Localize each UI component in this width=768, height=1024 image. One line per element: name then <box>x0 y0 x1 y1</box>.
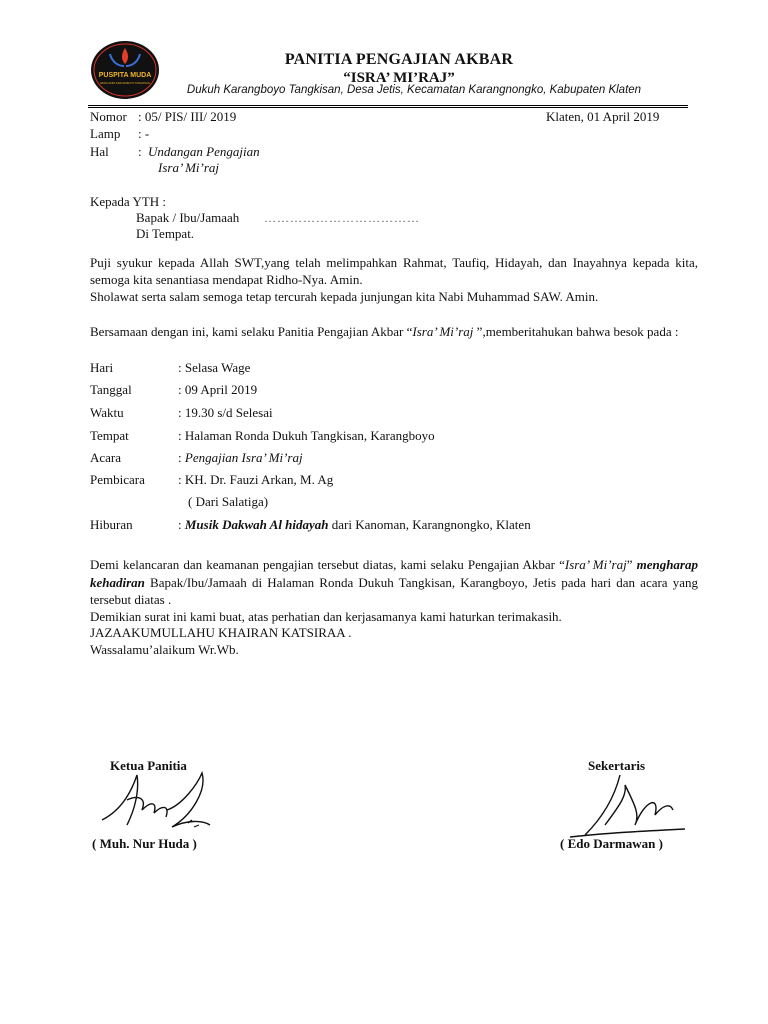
left-signatory-title: Ketua Panitia <box>110 758 187 773</box>
detail-label-pembicara: Pembicara <box>90 472 145 487</box>
logo-text: PUSPITA MUDA <box>98 72 152 79</box>
logo-subtext: MUDA MUDI KARANGBOYO TANGKISAN <box>100 82 150 85</box>
kepada-label: Kepada YTH : <box>90 194 167 209</box>
detail-value-hari: : Selasa Wage <box>178 360 251 375</box>
closing-paragraph-3: JAZAAKUMULLAHU KHAIRAN KATSIRAA . <box>90 625 352 640</box>
detail-value-waktu: : 19.30 s/d Selesai <box>178 405 273 420</box>
detail-value-pembicara: : KH. Dr. Fauzi Arkan, M. Ag <box>178 472 334 487</box>
nomor-value: : 05/ PIS/ III/ 2019 <box>138 109 237 124</box>
detail-value-tanggal: : 09 April 2019 <box>178 382 258 397</box>
closing-paragraph-1: Demi kelancaran dan keamanan pengajian tersebut diatas, kami selaku Pengajian Akbar “Isra’ Mi’raj” mengharap kehadiran Bapak/Ibu/Jamaah di Halaman Ronda Dukuh Tangkisan, Karangboyo, Jetis pada hari dan acara yang tersebut diatas . <box>90 557 698 607</box>
hal-subject-1: Undangan Pengajian <box>148 144 260 159</box>
right-signatory-name: ( Edo Darmawan ) <box>560 836 663 851</box>
detail-value-tempat: : Halaman Ronda Dukuh Tangkisan, Karangboyo <box>178 428 435 443</box>
recipient-place: Di Tempat. <box>136 226 195 241</box>
org-title: PANITIA PENGAJIAN AKBAR <box>284 51 514 68</box>
right-signature-mark <box>565 765 695 845</box>
lamp-label: Lamp <box>90 126 121 141</box>
detail-label-hiburan: Hiburan <box>90 517 133 532</box>
hal-colon: : <box>138 144 142 159</box>
hal-subject-2: Isra’ Mi’raj <box>158 160 220 175</box>
recipient-to: Bapak / Ibu/Jamaah <box>136 210 240 225</box>
recipient-dots: ……………………………… <box>264 211 420 225</box>
nomor-label: Nomor <box>90 109 127 124</box>
detail-value-pembicara-origin: ( Dari Salatiga) <box>188 494 269 509</box>
letter-date: Klaten, 01 April 2019 <box>546 109 660 124</box>
detail-label-acara: Acara <box>90 450 122 465</box>
left-signatory-name: ( Muh. Nur Huda ) <box>92 836 197 851</box>
org-address: Dukuh Karangboyo Tangkisan, Desa Jetis, Kecamatan Karangnongko, Kabupaten Klaten <box>186 84 642 96</box>
header-divider <box>88 105 688 106</box>
detail-label-tempat: Tempat <box>90 428 129 443</box>
detail-value-hiburan: : Musik Dakwah Al hidayah dari Kanoman, Karangnongko, Klaten <box>178 517 531 532</box>
lamp-value: : - <box>138 126 150 141</box>
org-subtitle: “ISRA’ MI’RAJ” <box>343 70 455 86</box>
closing-paragraph-2: Demikian surat ini kami buat, atas perhatian dan kerjasamanya kami haturkan terimakasih. <box>90 609 562 624</box>
hal-label: Hal <box>90 144 109 159</box>
detail-value-acara: : Pengajian Isra’ Mi’raj <box>178 450 303 465</box>
detail-label-tanggal: Tanggal <box>90 382 132 397</box>
opening-paragraph-3: Bersamaan dengan ini, kami selaku Panitia Pengajian Akbar “Isra’ Mi’raj ”,memberitahukan bahwa besok pada : <box>90 324 679 339</box>
right-signatory-title: Sekertaris <box>588 758 646 773</box>
left-signature-mark <box>92 765 232 845</box>
closing-paragraph-4: Wassalamu’alaikum Wr.Wb. <box>90 642 239 657</box>
opening-paragraph-1: Puji syukur kepada Allah SWT,yang telah melimpahkan Rahmat, Taufiq, Hidayah, dan Inayahnya kepada kita, semoga kita senantiasa mendapat Ridho-Nya. Amin. <box>90 255 698 287</box>
detail-label-waktu: Waktu <box>90 405 124 420</box>
detail-label-hari: Hari <box>90 360 114 375</box>
header-divider-thin <box>88 107 688 108</box>
opening-paragraph-2: Sholawat serta salam semoga tetap tercurah kepada junjungan kita Nabi Muhammad SAW. Amin. <box>90 289 599 304</box>
